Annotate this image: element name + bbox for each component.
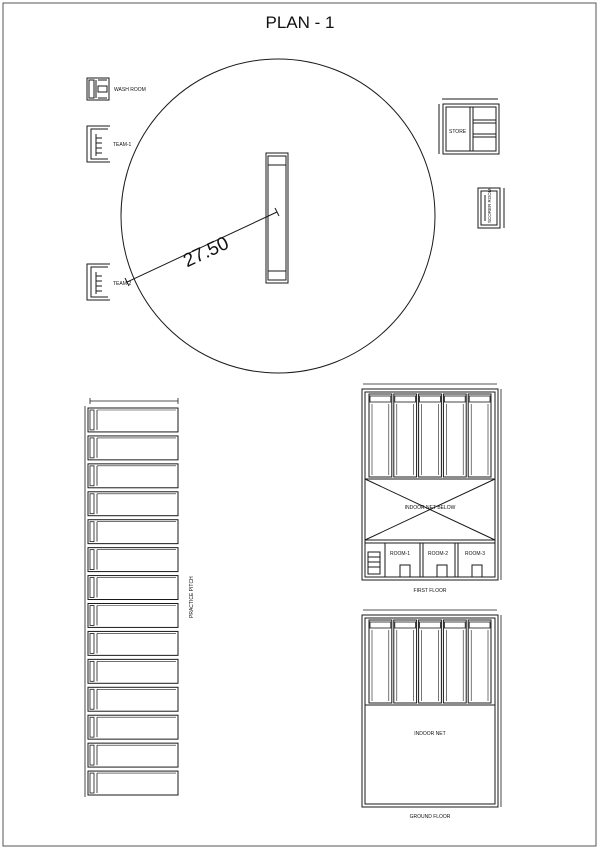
- practice-lane: [88, 771, 178, 795]
- net-lane: [419, 620, 442, 703]
- practice-pitch-lanes: [88, 408, 178, 795]
- net-lane: [369, 394, 392, 477]
- team2-dressing-plan: [87, 264, 110, 300]
- wash-room-plan: [87, 78, 109, 100]
- plan-title: PLAN - 1: [265, 13, 335, 32]
- practice-lane: [88, 659, 178, 683]
- ground-circle: [121, 59, 435, 373]
- net-lane: [369, 620, 392, 703]
- practice-pitch-label: PRACTICE PITCH: [189, 576, 195, 618]
- room1-label: ROOM-1: [390, 551, 410, 557]
- practice-lane: [88, 631, 178, 655]
- first-floor-net-lanes: [369, 394, 491, 477]
- practice-lane: [88, 436, 178, 460]
- net-lane: [394, 620, 417, 703]
- room3-label: ROOM-3: [465, 551, 485, 557]
- radius-label: 27.50: [180, 232, 233, 273]
- practice-lane: [88, 548, 178, 572]
- store-label: STORE: [449, 129, 467, 135]
- net-lane: [443, 620, 466, 703]
- central-pitch: [266, 153, 288, 283]
- net-lane: [394, 394, 417, 477]
- net-lane: [468, 620, 491, 703]
- practice-lane: [88, 408, 178, 432]
- net-lane: [468, 394, 491, 477]
- radius-dimension: [125, 208, 279, 286]
- practice-pitch-block: [85, 398, 178, 797]
- net-lane: [443, 394, 466, 477]
- practice-lane: [88, 604, 178, 628]
- practice-lane: [88, 576, 178, 600]
- team2-label: TEAM-2: [113, 281, 132, 287]
- ground-floor-plan: [362, 610, 501, 807]
- store-plan: [439, 99, 499, 154]
- room2-label: ROOM-2: [428, 551, 448, 557]
- team1-label: TEAM-1: [113, 142, 132, 148]
- practice-lane: [88, 743, 178, 767]
- practice-lane: [88, 687, 178, 711]
- scorer-room-label: SCORER ROOM: [487, 188, 492, 223]
- practice-lane: [88, 715, 178, 739]
- wash-room-label: WASH ROOM: [114, 87, 146, 93]
- net-lane: [419, 394, 442, 477]
- practice-lane: [88, 520, 178, 544]
- team1-dressing-plan: [87, 126, 110, 162]
- indoor-net-below-label: INDOOR NET BELOW: [404, 505, 456, 511]
- practice-lane: [88, 492, 178, 516]
- ground-floor-net-lanes: [369, 620, 491, 703]
- practice-lane: [88, 464, 178, 488]
- ground-floor-label: GROUND FLOOR: [409, 814, 451, 820]
- indoor-net-label: INDOOR NET: [414, 731, 446, 737]
- first-floor-label: FIRST FLOOR: [413, 588, 447, 594]
